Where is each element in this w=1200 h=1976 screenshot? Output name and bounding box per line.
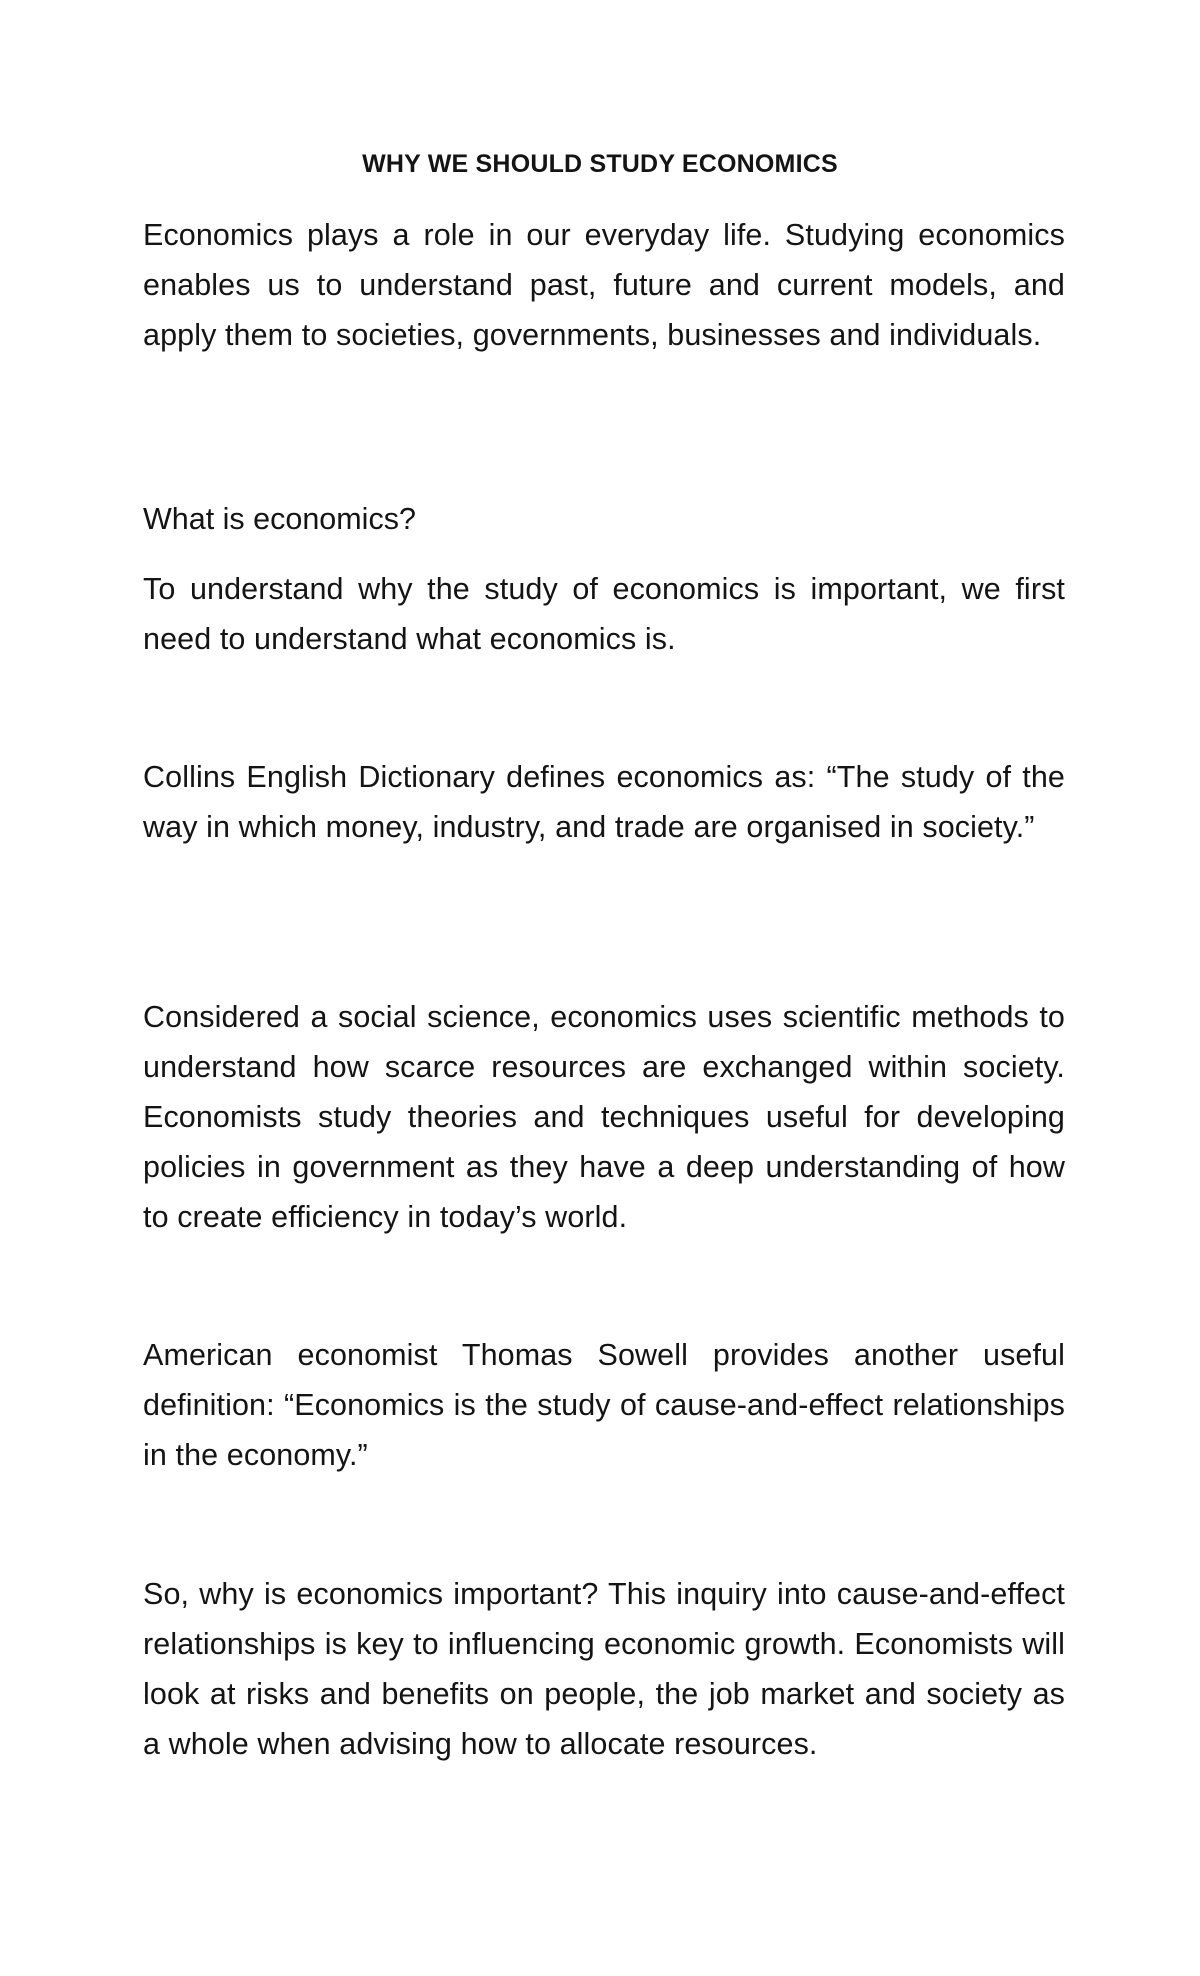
- paragraph-collins-definition: Collins English Dictionary defines economics as: “The study of the way in which money, industry, and trade are organised in society.”: [143, 760, 1065, 844]
- paragraph-sowell-definition: American economist Thomas Sowell provides another useful definition: “Economics is the study of cause-and-effect relationships in the economy.”: [143, 1338, 1065, 1472]
- document-title: WHY WE SHOULD STUDY ECONOMICS: [362, 150, 838, 178]
- paragraph-social-science: Considered a social science, economics uses scientific methods to understand how scarce resources are exchanged within society. Economists study theories and techniques useful for developing policies in government as they have a deep understanding of how to create efficiency in today’s world.: [143, 1000, 1065, 1234]
- intro-paragraph: Economics plays a role in our everyday life. Studying economics enables us to understand past, future and current models, and apply them to societies, governments, businesses and individuals.: [143, 218, 1065, 352]
- question-heading: What is economics?: [143, 502, 416, 536]
- paragraph-why-important: So, why is economics important? This inquiry into cause-and-effect relationships is key to influencing economic growth. Economists will look at risks and benefits on people, the job market and society as a whole when advising how to allocate resources.: [143, 1577, 1065, 1761]
- paragraph-definition-need: To understand why the study of economics is important, we first need to understand what economics is.: [143, 572, 1065, 656]
